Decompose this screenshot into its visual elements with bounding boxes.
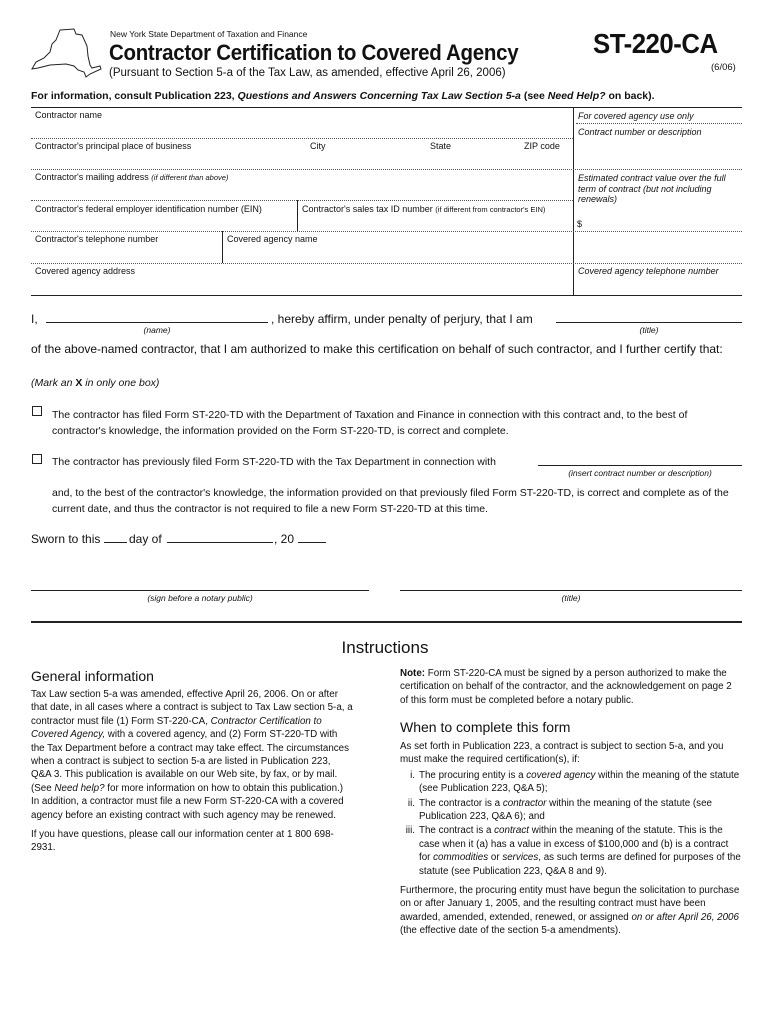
text-segment: covered agency xyxy=(526,769,596,781)
i-label: I, xyxy=(31,312,38,326)
when-heading: When to complete this form xyxy=(400,719,571,735)
name-input-line[interactable] xyxy=(46,322,268,323)
sworn-month-line[interactable] xyxy=(167,542,273,543)
contract-number-field[interactable]: Contract number or description xyxy=(578,127,702,137)
contractor-name-field[interactable]: Contractor name xyxy=(35,110,103,120)
general-info-section xyxy=(31,688,353,861)
contract-number-input-line[interactable] xyxy=(538,465,742,466)
list-number: i. xyxy=(410,769,415,781)
day-of-label: day of xyxy=(129,532,162,546)
ein-field[interactable]: Contractor's federal employer identification number (EIN) xyxy=(35,204,262,214)
text-segment: Form ST-220-CA must be signed by a person authorized to make the certification on behalf of the contractor, and the acknowledgement on page 2 of this form must be completed before a notary public. xyxy=(400,668,732,706)
sales-tax-id-field[interactable]: Contractor's sales tax ID number (if different from contractor's EIN) xyxy=(302,204,546,214)
agency-name: New York State Department of Taxation and Finance xyxy=(110,29,308,39)
text-segment: , as such terms are defined for purposes of the statute (see Publication 223, Q&A 8 and 9). xyxy=(419,852,741,877)
sworn-year-line[interactable] xyxy=(298,542,326,543)
option2-checkbox[interactable] xyxy=(32,454,42,464)
text-segment: contractor xyxy=(502,797,547,809)
text-segment: on or after April 26, 2006 xyxy=(631,911,739,923)
when-final-paragraph xyxy=(400,884,742,938)
text-segment: Note: xyxy=(400,668,426,679)
signature-caption: (sign before a notary public) xyxy=(147,593,253,603)
mark-instruction: (Mark an X in only one box) xyxy=(31,377,160,389)
agency-address-field[interactable]: Covered agency address xyxy=(35,266,136,276)
city-field[interactable]: City xyxy=(310,141,326,151)
option2-continuation: and, to the best of the contractor's knowledge, the information provided on that previously filed Form ST-220-TD, is correct and complete as of the current date, and thus the contractor is not required to file a new Form ST-220-TD at this time. xyxy=(52,487,729,515)
agency-phone-field[interactable]: Covered agency telephone number xyxy=(578,266,719,276)
text-segment: contract xyxy=(494,825,530,837)
general-info-heading: General information xyxy=(31,668,154,684)
text-segment: with a covered agency, and (2) Form ST-220-TD with the Tax Department before a contract may take effect. The circumstances when a contract is subject to section 5-a are listed in Publication 223, Q&A 3. This publication is available on our Web site, by fax, or by mail. (See xyxy=(31,729,350,794)
name-caption: (name) xyxy=(143,325,171,335)
instructions-heading: Instructions xyxy=(341,638,429,657)
when-list-item xyxy=(400,769,742,796)
state-field[interactable]: State xyxy=(430,141,452,151)
note-paragraph xyxy=(400,667,742,707)
text-segment: Need help? xyxy=(54,782,105,794)
form-number: ST-220-CA xyxy=(593,28,718,59)
form-revision: (6/06) xyxy=(711,62,736,73)
signer-title-line[interactable] xyxy=(400,590,742,591)
when-list-item xyxy=(400,824,742,878)
text-segment: within the meaning of the statute (see Publication 223, Q&A 5); xyxy=(419,769,740,795)
text-segment: Contractor Certification to Covered Agency, xyxy=(31,715,322,741)
zip-code-field[interactable]: ZIP code xyxy=(524,141,560,151)
text-segment: services xyxy=(502,852,539,864)
option1-text: The contractor has filed Form ST-220-TD with the Department of Taxation and Finance in connection with this contract and, to the best of contractor's knowledge, the information provided on the Form ST-220-TD, is correct and complete. xyxy=(52,409,688,437)
signer-title-caption: (title) xyxy=(561,593,581,603)
general-info-paragraph xyxy=(31,688,353,822)
title-caption: (title) xyxy=(639,325,659,335)
option2-text: The contractor has previously filed Form ST-220-TD with the Tax Department in connection with xyxy=(52,456,496,468)
list-number: iii. xyxy=(405,825,415,837)
agency-name-field[interactable]: Covered agency name xyxy=(227,234,318,244)
telephone-field[interactable]: Contractor's telephone number xyxy=(35,234,159,244)
new-york-state-outline-icon xyxy=(30,28,102,78)
mailing-address-field[interactable]: Contractor's mailing address (if different than above) xyxy=(35,172,229,182)
instructions-right-column xyxy=(400,667,742,713)
option1-checkbox[interactable] xyxy=(32,406,42,416)
text-segment: (the effective date of the section 5-a amendments). xyxy=(400,925,621,937)
estimated-value-input[interactable]: $ xyxy=(577,219,583,229)
estimated-value-label: Estimated contract value over the full term of contract (but not including renewals) xyxy=(578,173,726,204)
list-number: ii. xyxy=(407,797,415,809)
text-segment: Furthermore, the procuring entity must have begun the solicitation to purchase on or after January 1, 2005, and the resulting contract must have been awarded, amended, extended, renewed, or assigned xyxy=(400,885,740,923)
when-section xyxy=(400,740,742,944)
agency-use-only-label: For covered agency use only xyxy=(578,111,694,121)
certify-text: of the above-named contractor, that I am authorized to make this certification on behalf of such contractor, and I further certify that: xyxy=(31,342,723,356)
text-segment: for more information on how to obtain this publication.) In addition, a contractor must file a new Form ST-220-CA with a covered agency before an existing contract with such agency may be renewed. xyxy=(31,782,344,821)
when-list xyxy=(400,769,742,878)
when-intro: As set forth in Publication 223, a contract is subject to section 5-a, and you must make the required certification(s), if: xyxy=(400,741,724,766)
when-list-item xyxy=(400,797,742,824)
year-prefix: , 20 xyxy=(274,532,295,546)
text-segment: The contract is a xyxy=(419,825,495,837)
text-segment: The contractor is a xyxy=(419,797,503,809)
text-segment: within the meaning of the statute. This is the case when it (a) has a value in excess of $100,000 and (b) is a contract for xyxy=(419,825,729,864)
title-input-line[interactable] xyxy=(556,322,742,323)
sworn-day-line[interactable] xyxy=(104,542,127,543)
sworn-label: Sworn to this xyxy=(31,532,101,546)
info-line: For information, consult Publication 223, Questions and Answers Concerning Tax Law Section 5-a (see Need Help? on back). xyxy=(31,90,655,102)
affirm-text: , hereby affirm, under penalty of perjury, that I am xyxy=(271,312,533,326)
form-title: Contractor Certification to Covered Agency xyxy=(109,40,519,65)
text-segment: commodities xyxy=(433,852,489,864)
general-info-contact: If you have questions, please call our information center at 1 800 698-2931. xyxy=(31,829,334,854)
form-subtitle: (Pursuant to Section 5-a of the Tax Law, as amended, effective April 26, 2006) xyxy=(109,67,506,79)
text-segment: or xyxy=(488,852,503,864)
text-segment: within the meaning of the statute (see Publication 223, Q&A 6); and xyxy=(419,797,712,823)
signature-line[interactable] xyxy=(31,590,369,591)
contract-number-caption: (insert contract number or description) xyxy=(568,468,712,478)
text-segment: The procuring entity is a xyxy=(419,769,527,781)
principal-place-field[interactable]: Contractor's principal place of business xyxy=(35,141,192,151)
text-segment: Tax Law section 5-a was amended, effective April 26, 2006. On or after that date, in all cases where a contract is subject to Tax Law section 5-a, a contractor must file (1) Form ST-220-CA, xyxy=(31,689,353,727)
